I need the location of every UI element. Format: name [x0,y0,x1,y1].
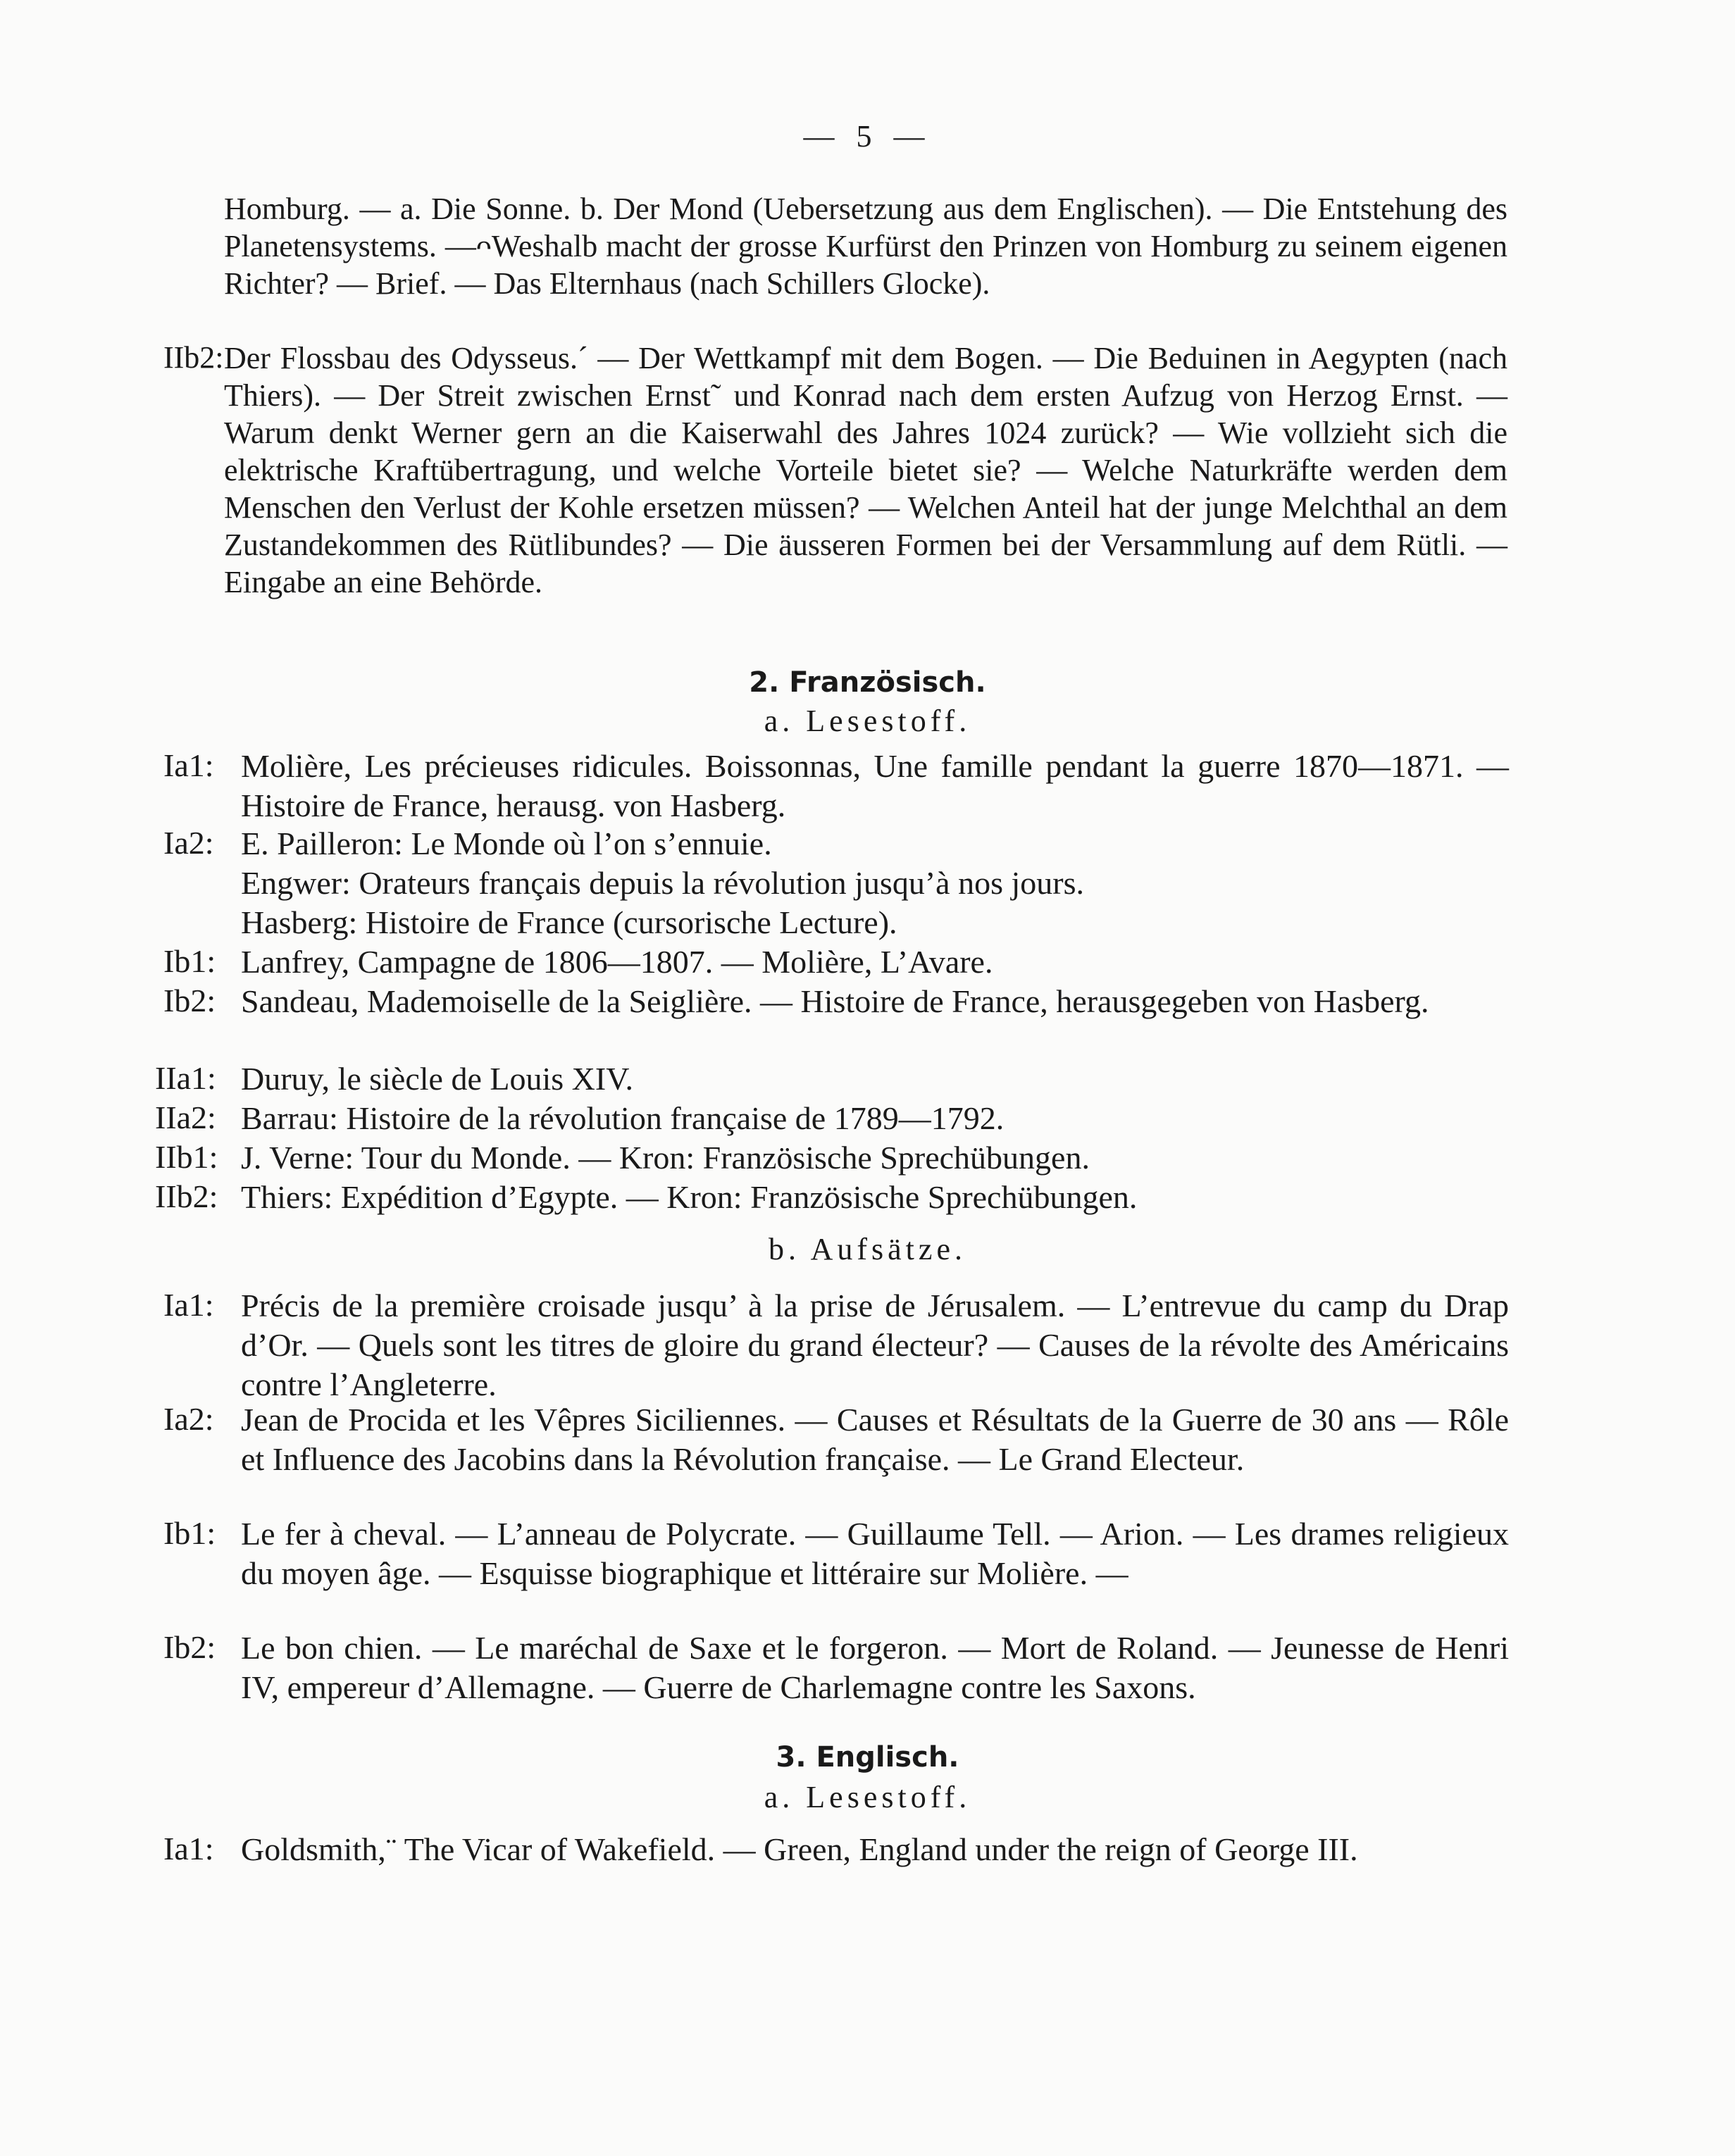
german-iib2-text: Der Flossbau des Odysseus.´ — Der Wettkampf mit dem Bogen. — Die Beduinen in Aegypten (nach Thiers). — Der Streit zwischen Ernst˜ und Konrad nach dem ersten Aufzug von Herzog Ernst. — Warum denkt Werner gern an die Kaiserwahl des Jahres 1024 zurück? — Wie vollzieht sich die elektrische Kraftübertragung, und welche Vorteile bietet sie? — Welche Naturkräfte werden dem Menschen den Verlust der Kohle ersetzen müssen? — Welchen Anteil hat der junge Melchthal an dem Zustandekommen des Rütlibundes? — Die äusseren Formen bei der Versammlung auf dem Rütli. — Eingabe an eine Behörde. [224,341,1507,599]
german-continuation: Homburg. — a. Die Sonne. b. Der Mond (Uebersetzung aus dem Englischen). — Die Entstehung des Planetensystems. —ᴖWeshalb macht der grosse Kurfürst den Prinzen von Homburg zu seinem eigenen Richter? — Brief. — Das Elternhaus (nach Schillers Glocke). [224,192,1507,301]
entry-text: Barrau: Histoire de la révolution française de 1789—1792. [241,1100,1005,1136]
entry-label: IIa2: [155,1099,216,1135]
entry-label: Ia1: [163,747,214,783]
entry-label: IIa1: [155,1060,216,1096]
entry-label: Ia1: [163,1287,214,1323]
entry-text: Précis de la première croisade jusqu’ à la prise de Jérusalem. — L’entrevue du camp du Drap d’Or. — Quels sont les titres de gloire du grand électeur? — Causes de la révolte des Américains contre l’Angleterre. [241,1288,1509,1402]
section-heading-french: 2. Französisch. [749,666,986,699]
entry-label: Ia1: [163,1831,214,1867]
entry-label: Ib1: [163,943,216,979]
entry-label: Ia2: [163,1401,214,1437]
entry-text: E. Pailleron: Le Monde où l’on s’ennuie. [241,825,772,861]
section-heading-english: 3. Englisch. [776,1741,959,1774]
entry-text: Jean de Procida et les Vêpres Siciliennes. — Causes et Résultats de la Guerre de 30 ans — Rôle et Influence des Jacobins dans la Révolution française. — Le Grand Electeur. [241,1402,1509,1477]
entry-label: Ib1: [163,1515,216,1551]
entry-text: Le bon chien. — Le maréchal de Saxe et le forgeron. — Mort de Roland. — Jeunesse de Henri IV, empereur d’Allemagne. — Guerre de Charlemagne contre les Saxons. [241,1630,1509,1705]
entry-text: Molière, Les précieuses ridicules. Boissonnas, Une famille pendant la guerre 1870—1871. — Histoire de France, herausg. von Hasberg. [241,748,1509,823]
entry-text: J. Verne: Tour du Monde. — Kron: Französische Sprechübungen. [241,1140,1090,1176]
entry-text: Le fer à cheval. — L’anneau de Polycrate. — Guillaume Tell. — Arion. — Les drames religieux du moyen âge. — Esquisse biographique et littéraire sur Molière. — [241,1516,1509,1591]
entry-text: Hasberg: Histoire de France (cursorische Lecture). [241,904,897,940]
subheading-english-lesestoff: a. Lesestoff. [764,1780,971,1814]
page-number: — 5 — [803,119,932,154]
entry-text: Engwer: Orateurs français depuis la révolution jusqu’à nos jours. [241,865,1084,901]
entry-label: Ia2: [163,825,214,861]
entry-label: Ib2: [163,1629,216,1665]
entry-label: IIb2: [163,340,224,375]
entry-label: IIb1: [155,1139,218,1175]
entry-label: IIb2: [155,1178,218,1214]
entry-text: Goldsmith,¨ The Vicar of Wakefield. — Green, England under the reign of George III. [241,1831,1358,1867]
subheading-french-lesestoff: a. Lesestoff. [764,704,971,738]
subheading-french-aufsaetze: b. Aufsätze. [769,1232,966,1266]
entry-text: Duruy, le siècle de Louis XIV. [241,1061,633,1097]
entry-text: Lanfrey, Campagne de 1806—1807. — Molière, L’Avare. [241,944,993,980]
entry-text: Thiers: Expédition d’Egypte. — Kron: Französische Sprechübungen. [241,1179,1138,1215]
entry-label: Ib2: [163,983,216,1018]
entry-text: Sandeau, Mademoiselle de la Seiglière. — Histoire de France, herausgegeben von Hasberg. [241,983,1429,1019]
